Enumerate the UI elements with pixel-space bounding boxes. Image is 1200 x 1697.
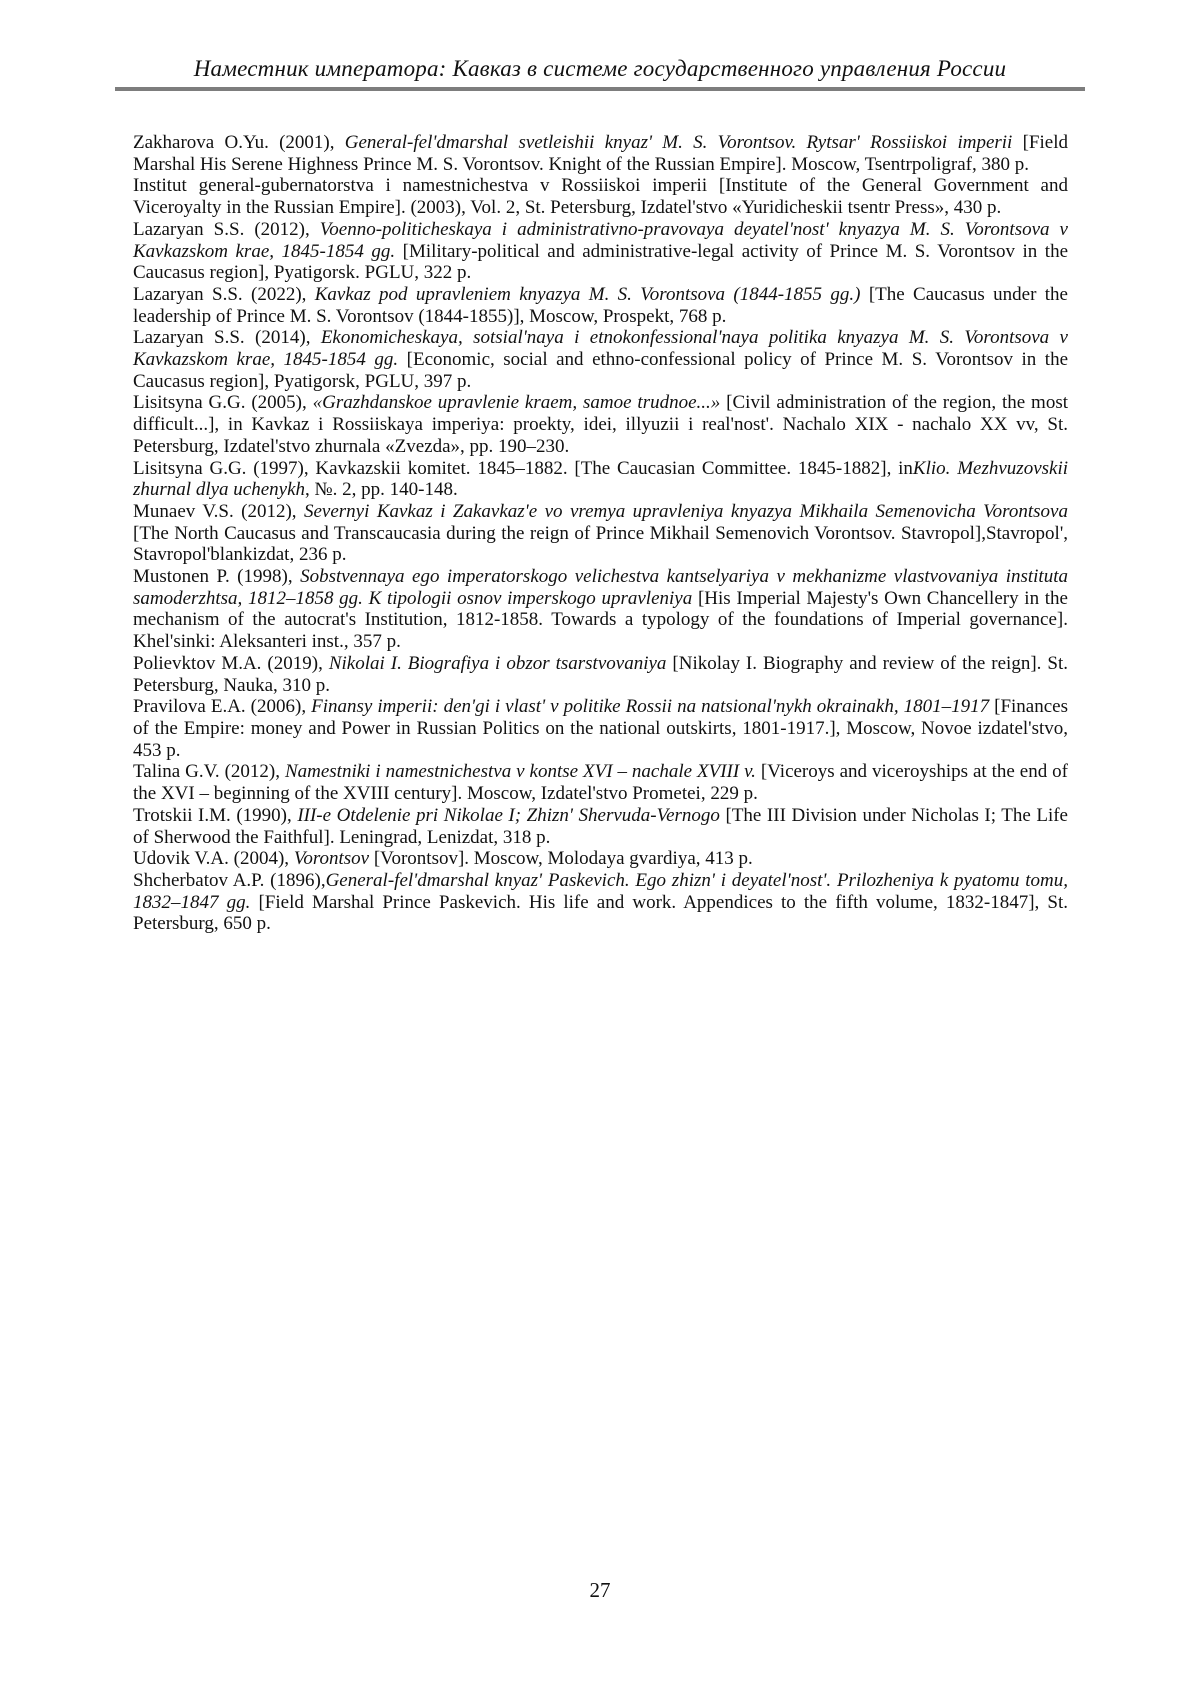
reference-entry (133, 392, 1068, 457)
reference-entry (133, 653, 1068, 696)
reference-title-segment: Vorontsov (293, 848, 370, 870)
running-head-title: Наместник императора: Кавказ в системе государственного управления России (193, 56, 1007, 81)
reference-text-segment: [The North Caucasus and Transcaucasia during the reign of Prince Mikhail Semenovich Vorontsov. Stavropol],Stavropol', Stavropol'blankizdat, 236 p. (133, 522, 1068, 566)
page-number: 27 (589, 1578, 611, 1602)
reference-title-segment: Voenno-politicheskaya i administrativno-pravovaya deyatel'nost' knyazya M. S. Vorontsova v Kavkazskom krae, 1845-1854 gg. (133, 218, 1068, 262)
reference-text-segment: [Finances of the Empire: money and Power in Russian Politics on the national outskirts, 1801-1917.], Moscow, Novoe izdatel'stvo, 453 p. (133, 696, 1068, 761)
reference-title-segment: III-e Otdelenie pri Nikolae I; Zhizn' Shervuda-Vernogo (297, 804, 720, 826)
reference-text-segment: [The III Division under Nicholas I; The Life of Sherwood the Faithful]. Leningrad, Lenizdat, 318 p. (133, 804, 1068, 848)
reference-entry (133, 458, 1068, 501)
reference-title-segment: Severnyi Kavkaz i Zakavkaz'e vo vremya upravleniya knyazya Mikhaila Semenovicha Vorontsova (303, 500, 1068, 522)
reference-text-segment: Shcherbatov A.P. (1896), (133, 869, 326, 891)
reference-entry (133, 761, 1068, 804)
reference-text-segment: Polievktov M.A. (2019), (133, 652, 329, 674)
reference-title-segment: «Grazhdanskoe upravlenie kraem, samoe trudnoe...» (312, 392, 721, 414)
reference-text-segment: Trotskii I.M. (1990), (133, 804, 298, 826)
reference-text-segment: [Military-political and administrative-legal activity of Prince M. S. Vorontsov in the Caucasus region], Pyatigorsk. PGLU, 322 p. (133, 240, 1068, 284)
reference-title-segment: Klio. Mezhvuzovskii zhurnal dlya uchenykh (133, 457, 1069, 501)
reference-text-segment: Talina G.V. (2012), (133, 761, 285, 783)
reference-entry (133, 284, 1068, 327)
reference-entry (133, 566, 1068, 653)
reference-text-segment: [Vorontsov]. Moscow, Molodaya gvardiya, 413 p. (369, 848, 753, 870)
reference-text-segment: Zakharova O.Yu. (2001), (133, 132, 345, 153)
reference-entry (133, 848, 1068, 870)
reference-text-segment: Pravilova E.A. (2006), (133, 696, 312, 718)
reference-title-segment: Finansy imperii: den'gi i vlast' v politike Rossii na natsional'nykh okrainakh, 1801–1917 (311, 696, 990, 718)
reference-entry (133, 175, 1068, 218)
reference-text-segment: Lazaryan S.S. (2014), (133, 327, 321, 349)
reference-text-segment: Lisitsyna G.G. (2005), (133, 392, 313, 414)
reference-title-segment: Sobstvennaya ego imperatorskogo velichestva kantselyariya v mekhanizme vlastvovaniya instituta samoderzhtsa, 1812–1858 gg. K tipologii osnov imperskogo upravleniya (133, 566, 1068, 609)
reference-text-segment: Mustonen P. (1998), (133, 566, 301, 588)
reference-entry (133, 501, 1068, 566)
reference-title-segment: General-fel'dmarshal svetleishii knyaz' M. S. Vorontsov. Rytsar' Rossiiskoi imperii (344, 132, 1013, 153)
reference-entry (133, 327, 1068, 392)
reference-entry (133, 132, 1068, 175)
header-rule (115, 87, 1085, 91)
reference-text-segment: [Nikolay I. Biography and review of the reign]. St. Petersburg, Nauka, 310 p. (133, 652, 1068, 696)
reference-text-segment: [Field Marshal Prince Paskevich. His life and work. Appendices to the fifth volume, 1832-1847], St. Petersburg, 650 p. (133, 891, 1068, 935)
reference-text-segment: [Field Marshal His Serene Highness Prince M. S. Vorontsov. Knight of the Russian Empire]. Moscow, Tsentrpoligraf, 380 p. (133, 132, 1068, 175)
reference-text-segment: , №. 2, pp. 140-148. (305, 479, 458, 501)
reference-text-segment: Udovik V.A. (2004), (133, 848, 294, 870)
reference-entry (133, 696, 1068, 761)
reference-text-segment: Lazaryan S.S. (2012), (133, 218, 320, 240)
reference-title-segment: General-fel'dmarshal knyaz' Paskevich. Ego zhizn' i deyatel'nost'. Prilozheniya k pyatomu tomu, 1832–1847 gg. (133, 869, 1069, 913)
reference-text-segment: Munaev V.S. (2012), (133, 500, 304, 522)
reference-text-segment: [The Caucasus under the leadership of Prince M. S. Vorontsov (1844-1855)], Moscow, Prospekt, 768 p. (133, 283, 1068, 327)
reference-text-segment: Lazaryan S.S. (2022), (133, 283, 315, 305)
references-list (133, 132, 1068, 935)
reference-text-segment: Institut general-gubernatorstva i namestnichestva v Rossiiskoi imperii [Institute of the General Government and Viceroyalty in the Russian Empire]. (2003), Vol. 2, St. Petersburg, Izdatel'stvo «Yuridicheskii tsentr Press», 430 p. (133, 175, 1068, 219)
reference-text-segment: Lisitsyna G.G. (1997), Kavkazskii komitet. 1845–1882. [The Caucasian Committee. 1845-1882], in (133, 457, 913, 479)
reference-entry (133, 219, 1068, 284)
reference-entry (133, 805, 1068, 848)
reference-text-segment: [Economic, social and ethno-confessional policy of Prince M. S. Vorontsov in the Caucasus region], Pyatigorsk, PGLU, 397 p. (133, 349, 1068, 392)
reference-title-segment: Kavkaz pod upravleniem knyazya M. S. Vorontsova (1844-1855 gg.) (314, 283, 861, 305)
reference-text-segment: [His Imperial Majesty's Own Chancellery in the mechanism of the autocrat's Institution, 1812-1858. Towards a typology of the foundations of Imperial governance]. Khel'sinki: Aleksanteri inst., 357 p. (133, 587, 1068, 653)
reference-title-segment: Nikolai I. Biografiya i obzor tsarstvovaniya (328, 652, 667, 674)
reference-text-segment: [Civil administration of the region, the most difficult...], in Kavkaz i Rossiiskaya imperiya: proekty, idei, illyuzii i real'nost'. Nachalo XIX - nachalo XX vv, St. Petersburg, Izdatel'stvo zhurnala «Zvezda», pp. 190–230. (133, 392, 1069, 457)
reference-entry (133, 870, 1068, 935)
reference-title-segment: Ekonomicheskaya, sotsial'naya i etnokonfessional'naya politika knyazya M. S. Vorontsova v Kavkazskom krae, 1845-1854 gg. (133, 327, 1068, 371)
reference-text-segment: [Viceroys and viceroyships at the end of the XVI – beginning of the XVIII century]. Moscow, Izdatel'stvo Prometei, 229 p. (133, 761, 1068, 805)
reference-title-segment: Namestniki i namestnichestva v kontse XVI – nachale XVIII v. (284, 761, 756, 783)
page-header (115, 0, 1085, 82)
